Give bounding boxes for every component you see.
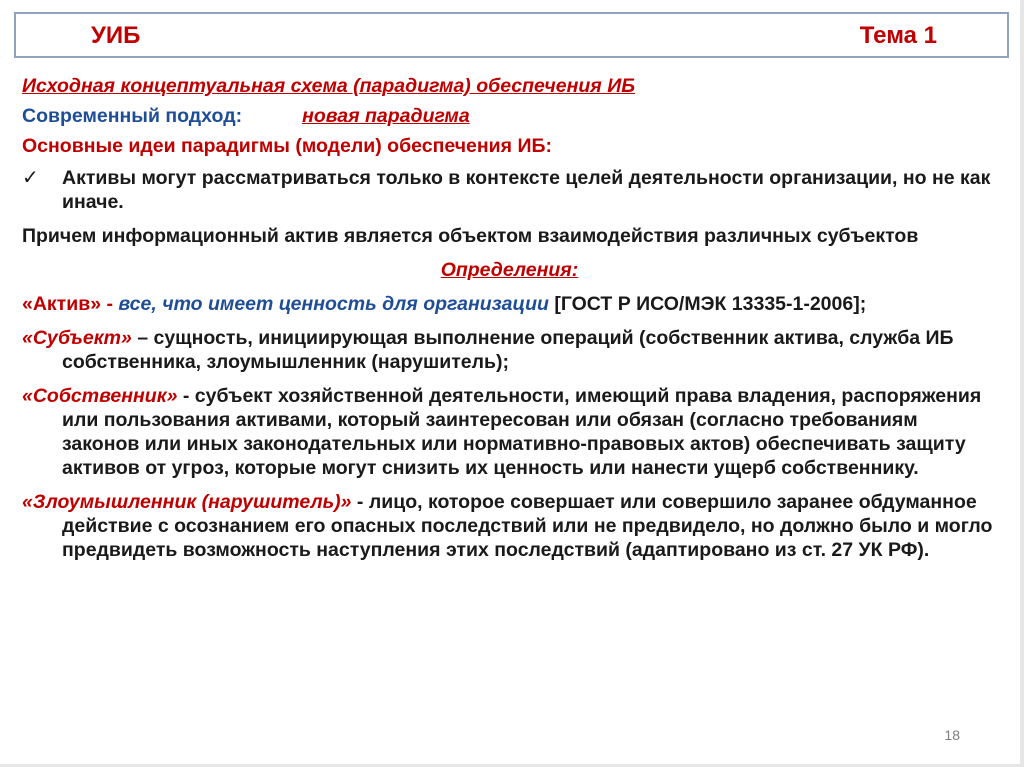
definition-subject xyxy=(22,326,997,374)
definitions-heading: Определения: xyxy=(440,259,579,281)
header-banner xyxy=(14,12,1009,58)
definition-asset xyxy=(22,292,997,316)
intruder-definition-text: - лицо, которое совершает или совершило заранее обдуманное действие с осознанием его опасных последствий или не предвидело, но должно было и могло предвидеть возможность наступления этих последствий (адаптировано из ст. 27 УК РФ). xyxy=(62,491,993,561)
section-heading: Исходная концептуальная схема (парадигма) обеспечения ИБ xyxy=(22,75,636,97)
owner-definition-text: - субъект хозяйственной деятельности, имеющий права владения, распоряжения или пользования активами, который заинтересован или обязан (согласно требованиям законов или иных законодательных или нормативно-правовых актов) обеспечивать защиту активов от угроз, которые могут снизить их ценность или нанести ущерб собственнику. xyxy=(62,385,982,479)
term-subject: «Субъект» xyxy=(22,327,132,349)
modern-approach-label: Современный подход: xyxy=(22,105,243,127)
page-number: 18 xyxy=(944,727,960,743)
topic-title: Тема 1 xyxy=(859,22,937,49)
asset-interaction-paragraph: Причем информационный актив является объектом взаимодействия различных субъектов xyxy=(22,225,919,247)
slide-content xyxy=(22,74,997,562)
term-owner: «Собственник» xyxy=(22,385,178,407)
asset-definition-text: все, что имеет ценность для организации xyxy=(112,293,549,315)
term-intruder: «Злоумышленник (нарушитель)» xyxy=(22,491,352,513)
bullet-item xyxy=(22,166,997,214)
new-paradigm-label: новая парадигма xyxy=(302,105,470,127)
subject-definition-text: – сущность, инициирующая выполнение операций (собственник актива, служба ИБ собственника, злоумышленник (нарушитель); xyxy=(62,327,954,373)
main-ideas-heading: Основные идеи парадигмы (модели) обеспечения ИБ: xyxy=(22,135,552,157)
checkmark-icon: ✓ xyxy=(22,167,39,189)
bullet-text: Активы могут рассматриваться только в контексте целей деятельности организации, но не как иначе. xyxy=(62,167,991,213)
modern-approach-line xyxy=(22,104,997,128)
definition-intruder xyxy=(22,490,997,562)
term-asset: «Актив» - xyxy=(22,293,113,315)
course-title: УИБ xyxy=(91,22,141,49)
definition-owner xyxy=(22,384,997,480)
asset-reference: [ГОСТ Р ИСО/МЭК 13335-1-2006]; xyxy=(548,293,867,315)
